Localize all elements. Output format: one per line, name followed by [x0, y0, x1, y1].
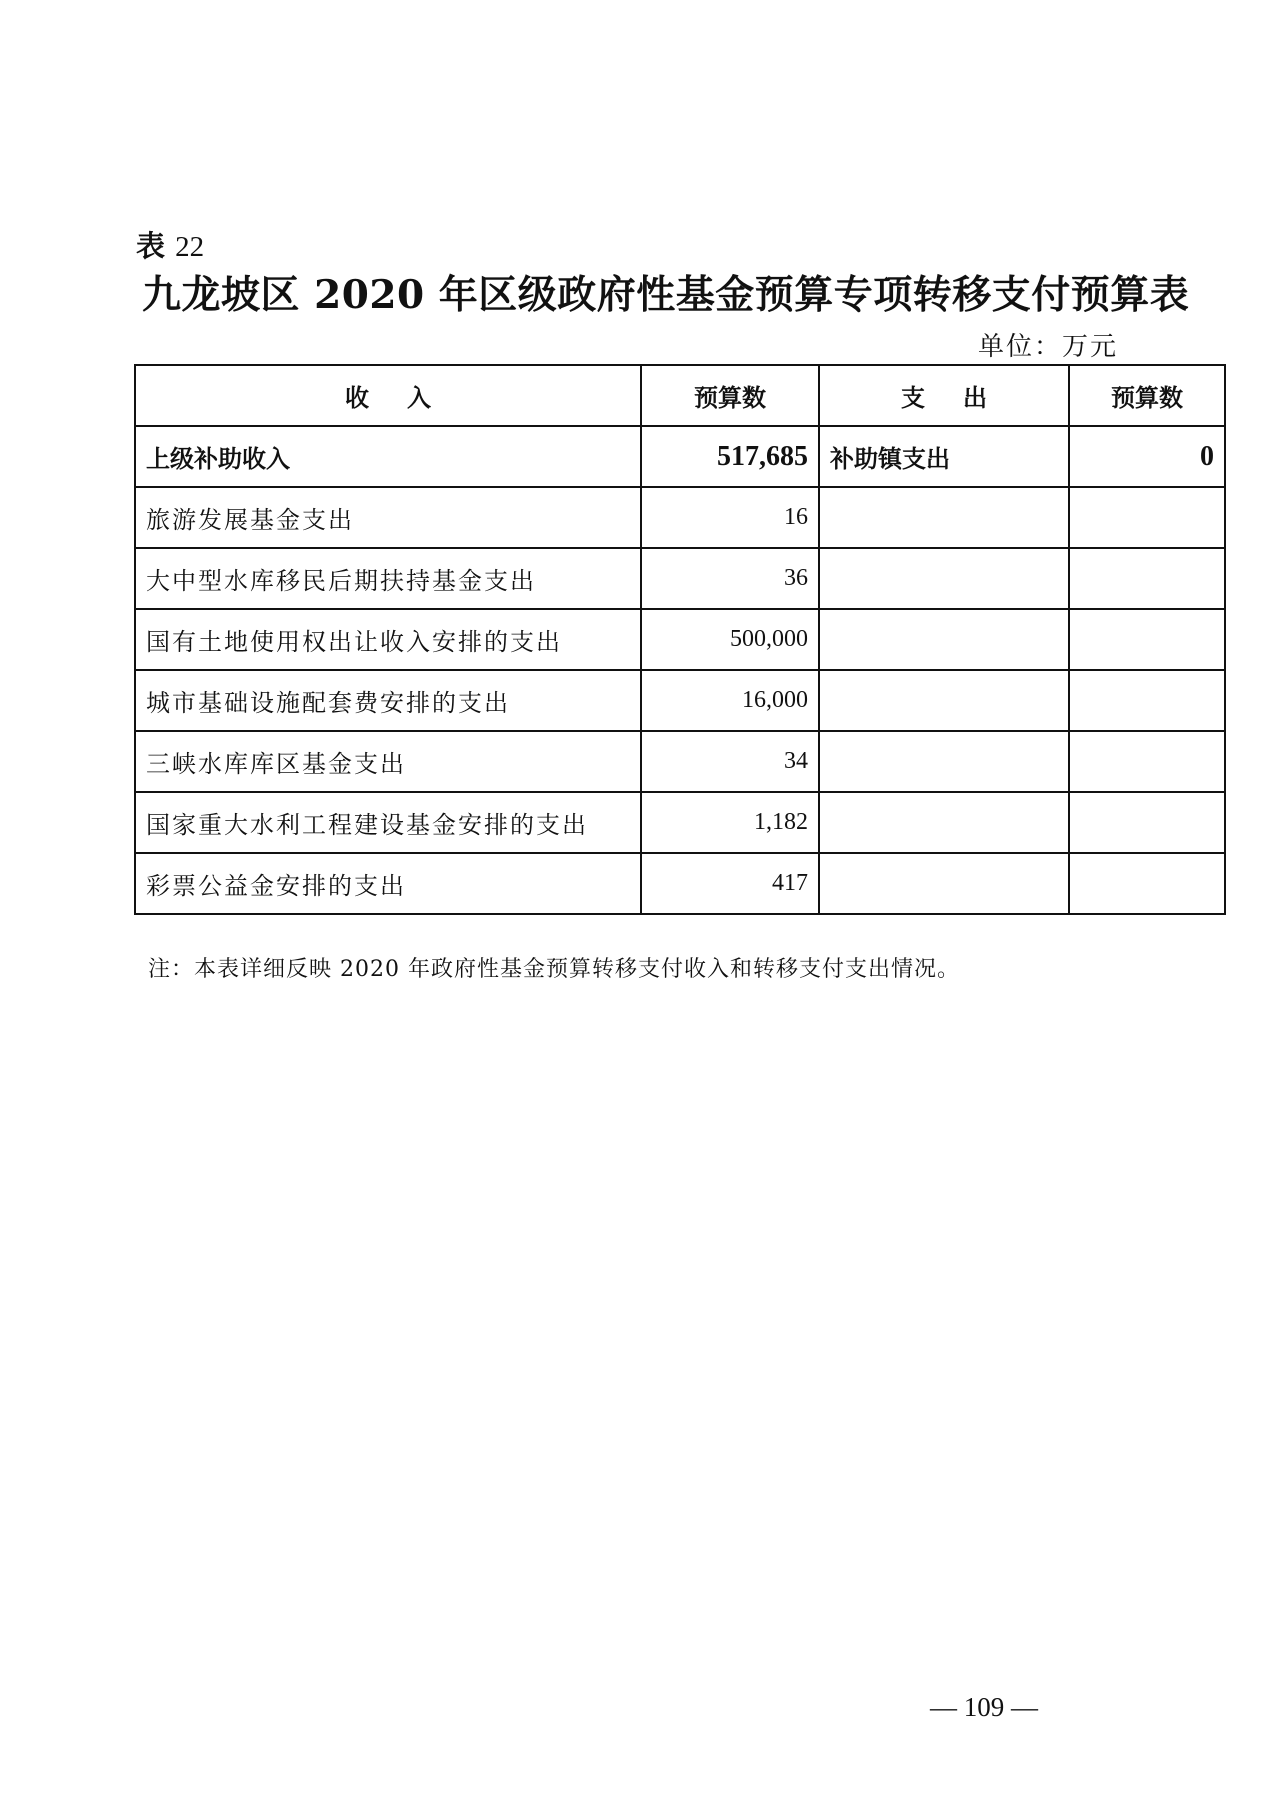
row-value: 500,000 — [641, 609, 819, 670]
header-expense-budget: 预算数 — [1069, 365, 1225, 426]
empty-expense-value-cell — [1069, 731, 1225, 792]
empty-expense-cell — [819, 670, 1069, 731]
table-row — [135, 487, 1225, 548]
table-row — [135, 853, 1225, 914]
summary-row — [135, 426, 1225, 487]
table-label-prefix: 表 — [136, 229, 166, 263]
table-row — [135, 548, 1225, 609]
row-label: 三峡水库库区基金支出 — [135, 731, 641, 792]
empty-expense-cell — [819, 548, 1069, 609]
empty-expense-value-cell — [1069, 609, 1225, 670]
empty-expense-cell — [819, 853, 1069, 914]
header-expense: 支出 — [819, 365, 1069, 426]
row-value: 417 — [641, 853, 819, 914]
table-label-number: 22 — [175, 231, 205, 263]
empty-expense-value-cell — [1069, 487, 1225, 548]
summary-income-label: 上级补助收入 — [135, 426, 641, 487]
row-label: 城市基础设施配套费安排的支出 — [135, 670, 641, 731]
table-row — [135, 670, 1225, 731]
empty-expense-cell — [819, 731, 1069, 792]
budget-table — [134, 364, 1226, 915]
table-row — [135, 731, 1225, 792]
empty-expense-value-cell — [1069, 670, 1225, 731]
row-label: 国有土地使用权出让收入安排的支出 — [135, 609, 641, 670]
table-row — [135, 792, 1225, 853]
header-income-budget: 预算数 — [641, 365, 819, 426]
row-value: 1,182 — [641, 792, 819, 853]
empty-expense-value-cell — [1069, 548, 1225, 609]
row-value: 16 — [641, 487, 819, 548]
row-label: 彩票公益金安排的支出 — [135, 853, 641, 914]
page-number: — 109 — — [930, 1692, 1038, 1722]
summary-income-value: 517,685 — [641, 426, 819, 487]
empty-expense-value-cell — [1069, 792, 1225, 853]
table-label — [136, 224, 204, 265]
empty-expense-value-cell — [1069, 853, 1225, 914]
row-label: 旅游发展基金支出 — [135, 487, 641, 548]
summary-expense-label: 补助镇支出 — [819, 426, 1069, 487]
table-row — [135, 609, 1225, 670]
header-income: 收入 — [135, 365, 641, 426]
row-label: 国家重大水利工程建设基金安排的支出 — [135, 792, 641, 853]
unit-label: 单位：万元 — [978, 332, 1119, 362]
row-value: 36 — [641, 548, 819, 609]
summary-expense-value: 0 — [1069, 426, 1225, 487]
row-value: 16,000 — [641, 670, 819, 731]
row-label: 大中型水库移民后期扶持基金支出 — [135, 548, 641, 609]
table-note: 注：本表详细反映 2020 年政府性基金预算转移支付收入和转移支付支出情况。 — [148, 957, 960, 982]
page-title: 九龙坡区 2020 年区级政府性基金预算专项转移支付预算表 — [142, 272, 1190, 318]
row-value: 34 — [641, 731, 819, 792]
table-header-row — [135, 365, 1225, 426]
empty-expense-cell — [819, 792, 1069, 853]
empty-expense-cell — [819, 487, 1069, 548]
empty-expense-cell — [819, 609, 1069, 670]
